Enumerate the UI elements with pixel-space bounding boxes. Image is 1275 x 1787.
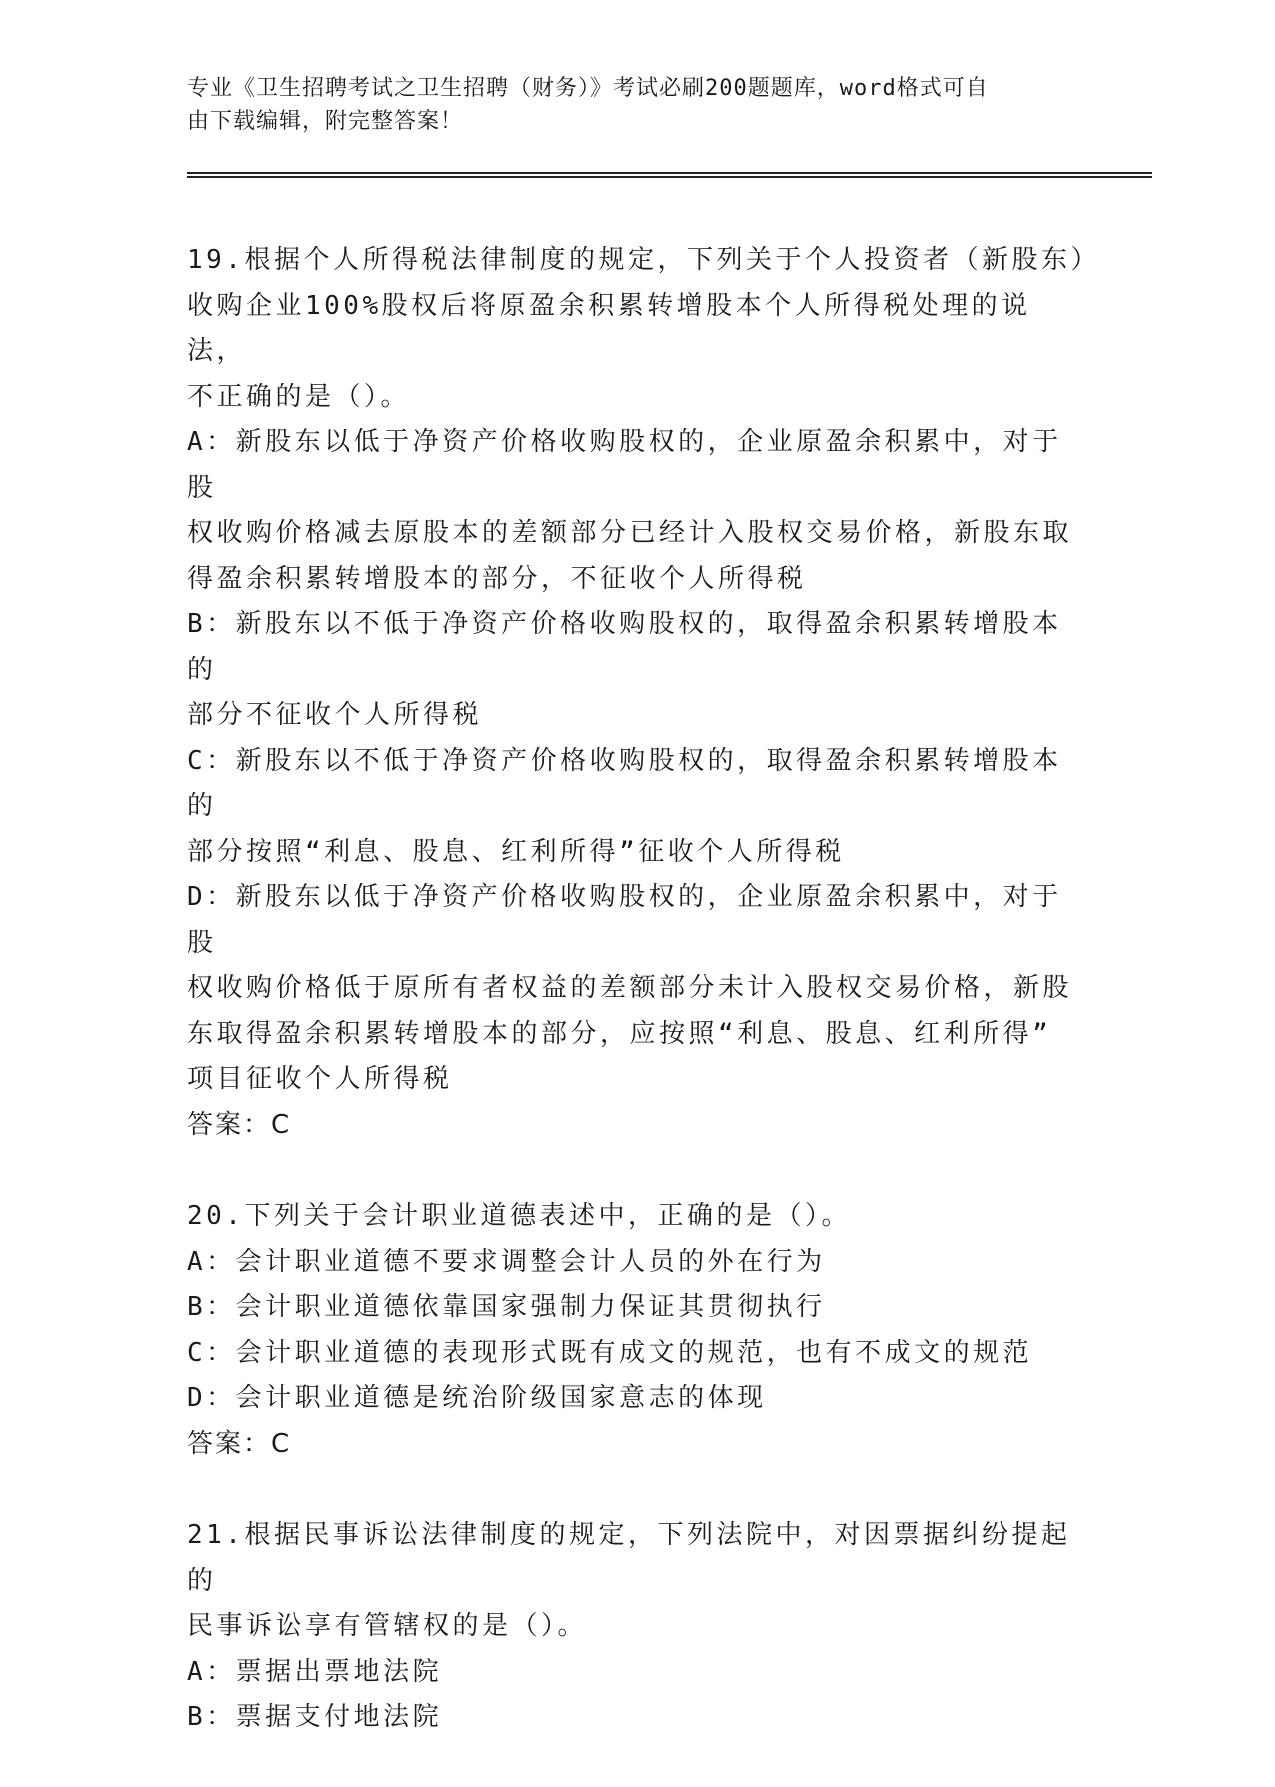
option-a: A：票据出票地法院: [187, 1656, 443, 1687]
document-header: [187, 72, 1087, 138]
question-19: [187, 238, 1100, 1148]
option-a: [187, 420, 1087, 602]
question-stem-line: 民事诉讼享有管辖权的是（）。: [187, 1611, 588, 1641]
answer-label: 答案：C: [187, 1109, 292, 1140]
option-b: B：票据支付地法院: [187, 1702, 443, 1732]
option-d: [187, 875, 1087, 1103]
header-divider-top: [187, 172, 1152, 174]
header-line-2: 由下载编辑，附完整答案！: [187, 109, 464, 134]
option-line: 东取得盈余积累转增股本的部分，应按照“利息、股息、红利所得”: [187, 1018, 1052, 1049]
option-line: 项目征收个人所得税: [187, 1064, 453, 1094]
question-20: [187, 1194, 1087, 1467]
question-21: [187, 1513, 1087, 1741]
option-b: [187, 602, 1087, 739]
question-stem-line: 20.下列关于会计职业道德表述中，正确的是（）。: [187, 1201, 851, 1231]
option-line: B：新股东以不低于净资产价格收购股权的，取得盈余积累转增股本的: [187, 609, 1062, 685]
option-c: C：会计职业道德的表现形式既有成文的规范，也有不成文的规范: [187, 1337, 1033, 1368]
option-line: 部分不征收个人所得税: [187, 700, 483, 730]
option-line: 权收购价格低于原所有者权益的差额部分未计入股权交易价格，新股: [187, 973, 1073, 1003]
question-stem-line: 收购企业100%股权后将原盈余积累转增股本个人所得税处理的说法，: [187, 290, 1031, 366]
option-line: 权收购价格减去原股本的差额部分已经计入股权交易价格，新股东取: [187, 518, 1073, 548]
option-d: D：会计职业道德是统治阶级国家意志的体现: [187, 1383, 767, 1413]
option-a: A：会计职业道德不要求调整会计人员的外在行为: [187, 1246, 826, 1277]
option-line: 得盈余积累转增股本的部分，不征收个人所得税: [187, 563, 807, 594]
question-list: [187, 238, 1100, 1787]
option-line: C：新股东以不低于净资产价格收购股权的，取得盈余积累转增股本的: [187, 745, 1062, 821]
option-line: 部分按照“利息、股息、红利所得”征收个人所得税: [187, 836, 845, 867]
option-c: [187, 739, 1087, 876]
option-b: B：会计职业道德依靠国家强制力保证其贯彻执行: [187, 1292, 826, 1322]
header-line-1: 专业《卫生招聘考试之卫生招聘（财务）》考试必刷200题题库，word格式可自: [187, 76, 989, 101]
question-stem-line: 21.根据民事诉讼法律制度的规定，下列法院中，对因票据纠纷提起的: [187, 1520, 1071, 1596]
option-line: D：新股东以低于净资产价格收购股权的，企业原盈余积累中，对于股: [187, 882, 1062, 958]
answer-label: 答案：C: [187, 1428, 292, 1459]
question-stem-line: 19.根据个人所得税法律制度的规定，下列关于个人投资者（新股东）: [187, 245, 1100, 275]
option-line: A：新股东以低于净资产价格收购股权的，企业原盈余积累中，对于股: [187, 427, 1062, 503]
question-stem-line: 不正确的是（）。: [187, 381, 411, 412]
header-divider-bottom: [187, 176, 1152, 178]
